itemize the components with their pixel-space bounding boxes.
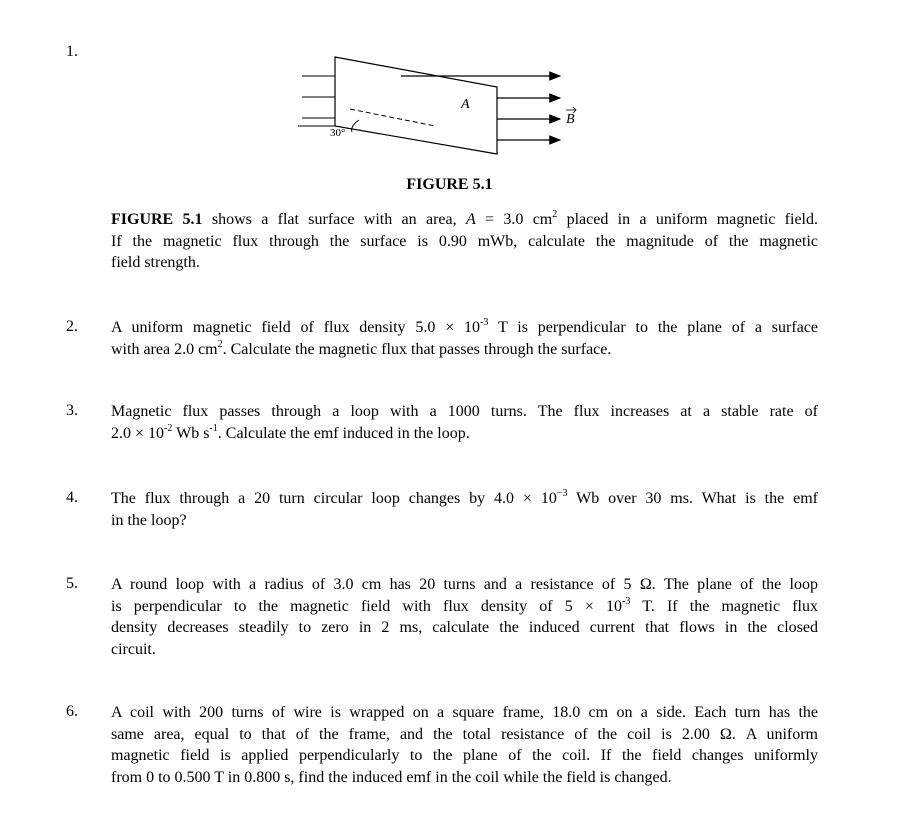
label-area: A: [461, 97, 470, 112]
question-6-line-1: A coil with 200 turns of wire is wrapped on a square frame, 18.0 cm on a side. Each turn has the: [111, 704, 818, 721]
question-3-text: [111, 401, 818, 444]
question-5-text: [111, 574, 818, 660]
question-3-line-1: Magnetic flux passes through a loop with a 1000 turns. The flux increases at a stable rate of: [111, 403, 818, 420]
question-5-number: 5.: [66, 575, 78, 592]
question-1-line-2: If the magnetic flux through the surface is 0.90 mWb, calculate the magnitude of the magnetic: [111, 232, 818, 250]
question-6-line-4: from 0 to 0.500 T in 0.800 s, find the induced emf in the coil while the field is changed.: [111, 768, 672, 786]
question-2-number: 2.: [66, 318, 78, 335]
figure-5-1-diagram: [290, 50, 590, 162]
question-5-line-2: is perpendicular to the magnetic field with flux density of $5 \times 10^{-3}$ T. If the magnetic flux: [111, 595, 818, 615]
question-1-line-1: FIGURE 5.1 shows a flat surface with an area, A = 3.0 $cm^2$ placed in a uniform magnetic field.: [111, 209, 819, 228]
question-3-line-2: $2.0 \times 10^{-2}$ Wb $s^{-1}$. Calculate the emf induced in the loop.: [111, 422, 470, 442]
question-2-text: [111, 317, 818, 360]
question-6-text: [111, 702, 818, 788]
question-6-line-2: same area, equal to that of the frame, and the total resistance of the coil is 2.00 Ω. A uniform: [111, 725, 818, 743]
question-2-line-1: A uniform magnetic field of flux density $5.0 \times 10^{-3}$ T is perpendicular to the plane of a surface: [111, 317, 818, 336]
question-2-line-2: with area 2.0 $cm^2$. Calculate the magnetic flux that passes through the surface.: [111, 338, 612, 358]
question-1-line-3: field strength.: [111, 254, 200, 271]
question-5-line-1: A round loop with a radius of 3.0 cm has 20 turns and a resistance of 5 Ω. The plane of the loop: [111, 576, 818, 593]
question-6-line-3: magnetic field is applied perpendicularly to the plane of the coil. If the field changes uniformly: [111, 747, 818, 764]
flat-surface-A: [335, 57, 497, 154]
label-angle: 30°: [330, 127, 346, 139]
question-4-number: 4.: [66, 489, 78, 506]
label-field: B: [566, 112, 575, 127]
question-4-line-1: The flux through a 20 turn circular loop changes by $4.0 \times 10^{-3}$ Wb over 30 ms. What is the emf: [111, 488, 818, 507]
question-5-line-4: circuit.: [111, 640, 156, 658]
question-6-number: 6.: [66, 703, 78, 720]
figure-caption: FIGURE 5.1: [406, 176, 493, 193]
question-4-text: [111, 488, 818, 531]
question-3-number: 3.: [66, 402, 78, 419]
question-1-number: 1.: [66, 43, 78, 60]
question-1-text: [111, 209, 818, 274]
question-5-line-3: density decreases steadily to zero in 2 ms, calculate the induced current that flows in the closed: [111, 619, 818, 636]
question-4-line-2: in the loop?: [111, 511, 187, 529]
